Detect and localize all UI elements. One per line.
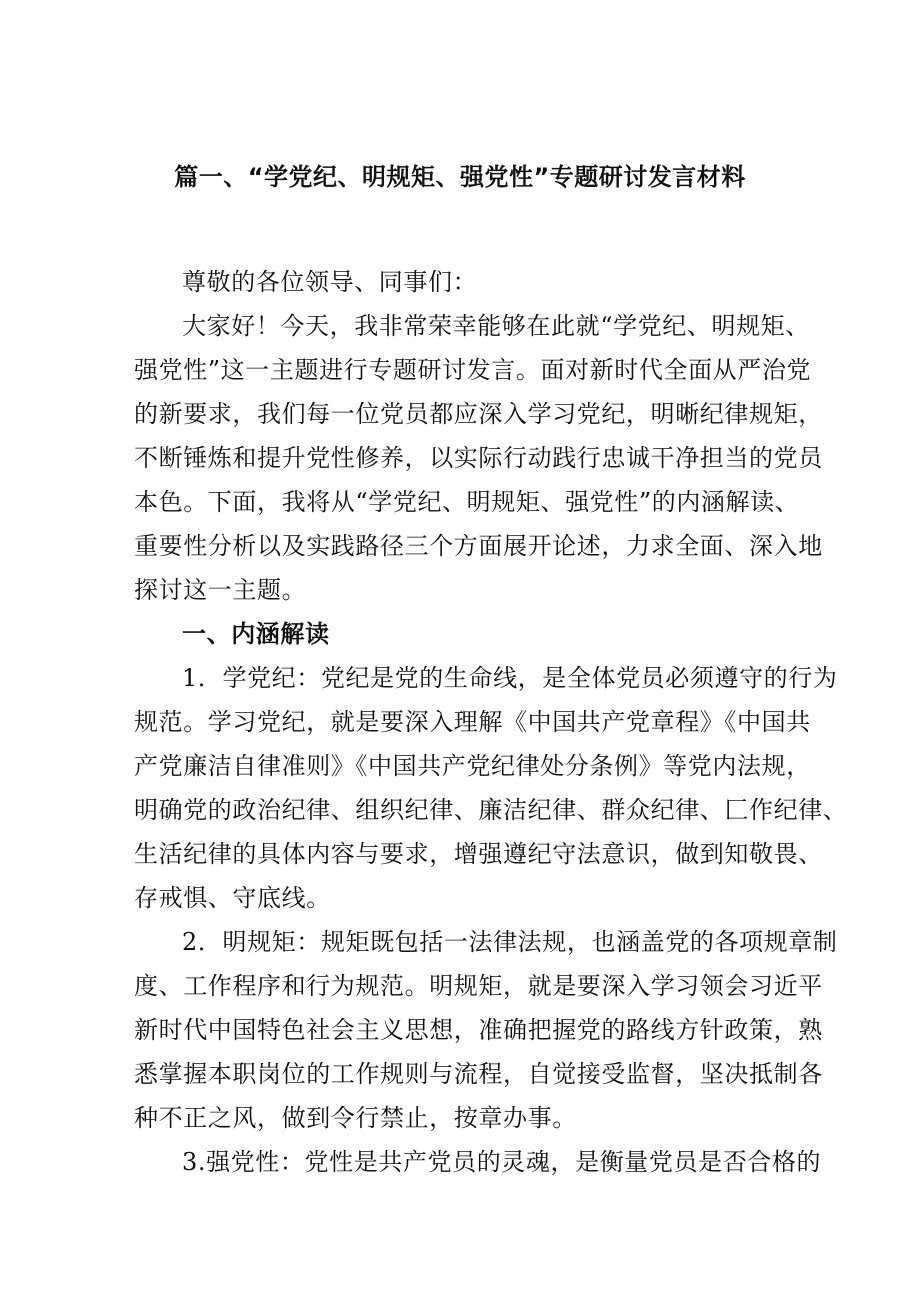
paragraph-line: 规范。学习党纪，就是要深入理解《中国共产党章程》《中国共 <box>134 708 811 736</box>
paragraph-line: 存戒惧、守底线。 <box>134 884 331 912</box>
paragraph-line: 种不正之风，做到令行禁止，按章办事。 <box>134 1104 577 1132</box>
paragraph-line: 产党廉洁自律准则》《中国共产党纪律处分条例》等党内法规， <box>134 752 811 780</box>
document-title: 篇一、“学党纪、明规矩、强党性”专题研讨发言材料 <box>174 163 746 191</box>
paragraph-line: 强党性”这一主题进行专题研讨发言。面对新时代全面从严治党 <box>134 356 812 384</box>
paragraph-line: 不断锤炼和提升党性修养，以实际行动践行忠诚干净担当的党员 <box>134 444 823 472</box>
paragraph-line: 明确党的政治纪律、组织纪律、廉洁纪律、群众纪律、匚作纪律、 <box>134 796 848 824</box>
paragraph-line: 重要性分析以及实践路径三个方面展开论述，力求全面、深入地 <box>134 532 823 560</box>
section-heading: 一、内涵解读 <box>182 620 330 648</box>
salutation: 尊敬的各位领导、同事们： <box>182 268 478 296</box>
paragraph-line: 2．明规矩：规矩既包括一法律法规，也涵盖党的各项规章制 <box>182 928 838 956</box>
paragraph-line: 3.强党性：党性是共产党员的灵魂，是衡量党员是否合格的 <box>182 1148 822 1176</box>
paragraph-line: 本色。下面，我将从“学党纪、明规矩、强党性”的内涵解读、 <box>134 488 800 516</box>
paragraph-line: 悉掌握本职岗位的工作规则与流程，自觉接受监督，坚决抵制各 <box>134 1060 823 1088</box>
paragraph-line: 的新要求，我们每一位党员都应深入学习党纪，明晰纪律规矩， <box>134 400 823 428</box>
paragraph-line: 大家好！今天，我非常荣幸能够在此就“学党纪、明规矩、 <box>182 312 810 340</box>
paragraph-line: 度、工作程序和行为规范。明规矩，就是要深入学习领会习近平 <box>134 972 823 1000</box>
paragraph-line: 生活纪律的具体内容与要求，增强遵纪守法意识，做到知敬畏、 <box>134 840 823 868</box>
paragraph-line: 新时代中国特色社会主义思想，准确把握党的路线方针政策，熟 <box>134 1016 823 1044</box>
paragraph-line: 探讨这一主题。 <box>134 576 307 604</box>
paragraph-line: 1．学党纪：党纪是党的生命线，是全体党员必须遵守的行为 <box>182 664 838 692</box>
